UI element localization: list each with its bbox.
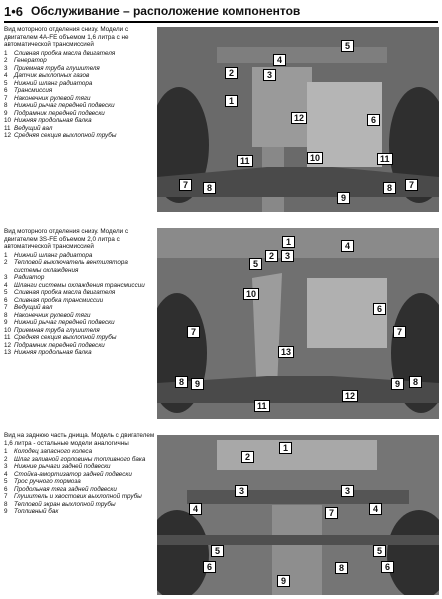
callout-label: 3 <box>281 250 294 262</box>
caption-intro: Вид моторного отделения снизу. Модели с двигателем 3S-FE объемом 2,0 литра с автоматической трансмиссией <box>4 228 129 250</box>
legend-text: Подрамник передней подвески <box>14 341 105 349</box>
legend-number: 10 <box>4 326 12 334</box>
legend-item <box>4 289 156 297</box>
photo-illustration <box>157 228 439 419</box>
legend-text: Датчик выхлопных газов <box>14 72 90 79</box>
legend-text: Ведущий вал <box>14 124 53 132</box>
callout-label: 9 <box>391 378 404 390</box>
legend-number: 2 <box>4 259 8 266</box>
legend-item <box>4 110 156 118</box>
legend-item <box>4 274 156 282</box>
caption-section-2 <box>4 228 156 357</box>
callout-label: 6 <box>381 561 394 573</box>
legend-item <box>4 471 156 479</box>
legend-number: 4 <box>4 470 8 478</box>
legend-number: 9 <box>4 109 8 117</box>
legend-text: Шлаг заливной горловины топливного бака <box>14 455 146 463</box>
caption-section-3 <box>4 432 156 516</box>
legend-item <box>4 57 156 65</box>
legend-text: Нижняя продольная балка <box>14 117 92 124</box>
legend-text: Колодец запасного колеса <box>14 448 93 455</box>
caption-section-1 <box>4 26 156 140</box>
callout-label: 10 <box>307 152 323 164</box>
callout-label: 9 <box>337 192 350 204</box>
engine-bay-photo-3sfe <box>157 228 439 419</box>
engine-bay-photo-4afe <box>157 27 439 212</box>
callout-label: 4 <box>341 240 354 252</box>
callout-label: 8 <box>383 182 396 194</box>
legend-item <box>4 319 156 327</box>
legend-number: 3 <box>4 463 8 470</box>
callout-label: 7 <box>179 179 192 191</box>
legend-number: 1 <box>4 251 8 259</box>
legend-text: Радиатор <box>14 274 45 281</box>
callout-label: 2 <box>265 250 278 262</box>
legend-text: Нижняя продольная балка <box>14 349 92 356</box>
legend-item <box>4 102 156 110</box>
callout-label: 7 <box>187 326 200 338</box>
legend-number: 7 <box>4 94 8 102</box>
legend-text: Сливная пробка масла двигателя <box>14 49 116 57</box>
callout-label: 7 <box>325 507 338 519</box>
legend-item <box>4 72 156 80</box>
legend-item <box>4 334 156 342</box>
legend-number: 10 <box>4 117 12 124</box>
legend-text: Средняя секция выхлопной трубы <box>14 334 117 341</box>
legend-number: 1 <box>4 49 8 57</box>
legend-text: Нижний рычаг передней подвески <box>14 102 115 109</box>
legend-text: Продольная тяга задней подвески <box>14 485 117 493</box>
legend-item <box>4 327 156 335</box>
legend-number: 8 <box>4 102 8 109</box>
legend-number: 5 <box>4 478 8 485</box>
callout-label: 12 <box>342 390 358 402</box>
legend-number: 4 <box>4 281 8 289</box>
legend-text: Трансмиссия <box>14 87 53 94</box>
legend-item <box>4 493 156 501</box>
legend-item <box>4 486 156 494</box>
legend-item <box>4 95 156 103</box>
legend-text: Наконечник рулевой тяги <box>14 94 91 102</box>
legend-text: Глушитель и хвостовик выхлопной трубы <box>14 493 142 500</box>
legend-list <box>4 50 156 140</box>
legend-number: 9 <box>4 508 8 515</box>
callout-label: 3 <box>263 69 276 81</box>
callout-label: 8 <box>175 376 188 388</box>
callout-label: 6 <box>373 303 386 315</box>
callout-label: 11 <box>377 153 393 165</box>
legend-number: 7 <box>4 493 8 500</box>
legend-item <box>4 312 156 320</box>
legend-number: 2 <box>4 57 8 64</box>
callout-label: 8 <box>203 182 216 194</box>
legend-item <box>4 349 156 357</box>
legend-text: Наконечник рулевой тяги <box>14 311 91 319</box>
callout-label: 9 <box>191 378 204 390</box>
legend-text: Нижний рычаг передней подвески <box>14 319 115 326</box>
legend-number: 2 <box>4 455 8 463</box>
callout-label: 9 <box>277 575 290 587</box>
callout-label: 3 <box>235 485 248 497</box>
legend-item <box>4 342 156 350</box>
legend-item <box>4 117 156 125</box>
page-number: 1•6 <box>4 3 24 19</box>
legend-item <box>4 304 156 312</box>
legend-item <box>4 259 156 274</box>
callout-label: 7 <box>393 326 406 338</box>
legend-text: Нижние рычаги задней подвески <box>14 463 111 470</box>
callout-label: 6 <box>367 114 380 126</box>
page-title: Обслуживание – расположение компонентов <box>31 4 301 18</box>
header-rule <box>4 21 438 23</box>
callout-label: 3 <box>341 485 354 497</box>
legend-item <box>4 501 156 509</box>
legend-item <box>4 80 156 88</box>
legend-text: Сливная пробка масла двигателя <box>14 289 116 296</box>
legend-number: 5 <box>4 289 8 296</box>
legend-text: Тепловой выключатель вентилятора системы охлаждения <box>14 259 128 274</box>
legend-item <box>4 463 156 471</box>
legend-text: Шланги системы охлаждения трансмиссии <box>14 281 145 289</box>
legend-text: Сливная пробка трансмиссии <box>14 296 104 304</box>
legend-text: Приемная труба глушителя <box>14 326 100 334</box>
legend-number: 3 <box>4 64 8 72</box>
callout-label: 5 <box>211 545 224 557</box>
legend-item <box>4 132 156 140</box>
legend-text: Стойка-амортизатор задней подвески <box>14 470 132 478</box>
rear-underbody-photo <box>157 435 439 595</box>
legend-text: Ведущий вал <box>14 304 53 311</box>
legend-item <box>4 297 156 305</box>
legend-item <box>4 448 156 456</box>
callout-label: 8 <box>335 562 348 574</box>
callout-label: 2 <box>241 451 254 463</box>
page-header <box>4 3 438 19</box>
legend-list <box>4 448 156 516</box>
legend-number: 4 <box>4 72 8 79</box>
legend-number: 1 <box>4 448 8 455</box>
callout-label: 4 <box>369 503 382 515</box>
legend-list <box>4 252 156 357</box>
legend-number: 11 <box>4 124 11 132</box>
legend-number: 13 <box>4 349 12 356</box>
legend-number: 6 <box>4 296 8 304</box>
callout-label: 8 <box>409 376 422 388</box>
legend-text: Подрамник передней подвески <box>14 109 105 117</box>
callout-label: 11 <box>254 400 270 412</box>
callout-label: 1 <box>225 95 238 107</box>
callout-label: 13 <box>278 346 294 358</box>
callout-label: 11 <box>237 155 253 167</box>
callout-label: 7 <box>405 179 418 191</box>
caption-intro: Вид на заднюю часть днища. Модель с двигателем 1,6 литра - остальные модели аналогичны <box>4 432 155 447</box>
legend-text: Нижний шланг радиатора <box>14 79 93 87</box>
legend-item <box>4 87 156 95</box>
legend-number: 3 <box>4 274 8 281</box>
legend-number: 12 <box>4 341 12 349</box>
legend-text: Топливный бак <box>14 508 59 515</box>
legend-number: 12 <box>4 132 12 139</box>
legend-text: Приемная труба глушителя <box>14 64 100 72</box>
legend-number: 5 <box>4 79 8 87</box>
legend-text: Нижний шланг радиатора <box>14 251 93 259</box>
legend-item <box>4 478 156 486</box>
legend-item <box>4 125 156 133</box>
legend-number: 7 <box>4 304 8 311</box>
callout-label: 1 <box>279 442 292 454</box>
legend-number: 8 <box>4 500 8 508</box>
legend-number: 6 <box>4 485 8 493</box>
legend-number: 11 <box>4 334 11 341</box>
callout-label: 5 <box>341 40 354 52</box>
callout-label: 5 <box>249 258 262 270</box>
callout-label: 4 <box>273 54 286 66</box>
legend-item <box>4 456 156 464</box>
legend-item <box>4 508 156 516</box>
callout-label: 2 <box>225 67 238 79</box>
caption-intro: Вид моторного отделения снизу. Модели с двигателем 4A-FE объемом 1,6 литра с не автоматической трансмиссией <box>4 26 129 48</box>
callout-label: 12 <box>291 112 307 124</box>
legend-number: 9 <box>4 319 8 326</box>
legend-item <box>4 50 156 58</box>
legend-item <box>4 65 156 73</box>
legend-text: Трос ручного тормоза <box>14 478 81 485</box>
callout-label: 5 <box>373 545 386 557</box>
legend-number: 8 <box>4 311 8 319</box>
legend-item <box>4 252 156 260</box>
legend-text: Тепловой экран выхлопной трубы <box>14 500 116 508</box>
legend-text: Генератор <box>14 57 47 64</box>
legend-number: 6 <box>4 87 8 94</box>
callout-label: 4 <box>189 503 202 515</box>
photo-illustration <box>157 435 439 595</box>
callout-label: 6 <box>203 561 216 573</box>
legend-text: Средняя секция выхлопной трубы <box>14 132 117 139</box>
callout-label: 10 <box>243 288 259 300</box>
legend-item <box>4 282 156 290</box>
callout-label: 1 <box>282 236 295 248</box>
